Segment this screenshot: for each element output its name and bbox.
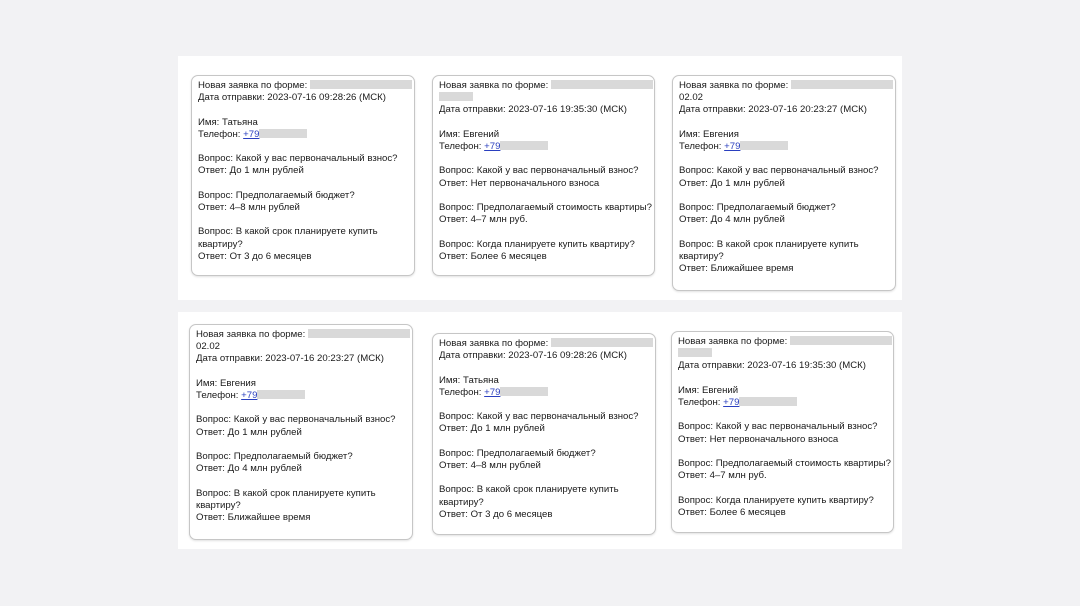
redacted-form-name	[791, 80, 893, 89]
redacted-phone	[739, 397, 797, 406]
redacted-form-name-cont	[439, 92, 473, 101]
question-2: Вопрос: Предполагаемый стоимость квартиры?	[678, 457, 891, 469]
submit-date: Дата отправки: 2023-07-16 19:35:30 (МСК)	[678, 360, 866, 372]
phone-link[interactable]: +79	[241, 390, 258, 401]
phone-label: Телефон:	[439, 386, 482, 398]
phone-link[interactable]: +79	[243, 128, 260, 140]
question-1: Вопрос: Какой у вас первоначальный взнос?	[678, 421, 878, 433]
question-3: Вопрос: Когда планируете купить квартиру?	[439, 238, 635, 250]
answer-2: Ответ: 4–7 млн руб.	[439, 214, 528, 226]
answer-2: Ответ: До 4 млн рублей	[679, 214, 785, 226]
submit-date: Дата отправки: 2023-07-16 20:23:27 (МСК)	[196, 353, 384, 365]
client-name: Имя: Татьяна	[198, 116, 258, 128]
question-2: Вопрос: Предполагаемый бюджет?	[198, 189, 355, 201]
form-label: Новая заявка по форме:	[196, 329, 306, 340]
answer-3: Ответ: Ближайшее время	[196, 511, 311, 523]
redacted-form-name	[790, 336, 892, 345]
answer-2: Ответ: 4–7 млн руб.	[678, 470, 767, 482]
answer-3: Ответ: Ближайшее время	[679, 262, 794, 274]
phone-label: Телефон:	[196, 390, 239, 401]
answer-1: Ответ: До 1 млн рублей	[439, 423, 545, 435]
request-card-evgeniya	[672, 75, 896, 291]
client-name: Имя: Татьяна	[439, 374, 499, 386]
form-label: Новая заявка по форме:	[439, 80, 549, 91]
redacted-form-name-cont	[678, 348, 712, 357]
question-3: Вопрос: В какой срок планируете купить квартиру?	[439, 484, 619, 508]
submit-date: Дата отправки: 2023-07-16 19:35:30 (МСК)	[439, 104, 627, 116]
form-label: Новая заявка по форме:	[679, 80, 789, 91]
answer-1: Ответ: Нет первоначального взноса	[439, 177, 600, 189]
question-2: Вопрос: Предполагаемый бюджет?	[679, 201, 836, 213]
request-card-tatiana	[191, 75, 415, 276]
phone-label: Телефон:	[679, 141, 722, 152]
client-name: Имя: Евгений	[439, 128, 500, 140]
question-3: Вопрос: Когда планируете купить квартиру?	[678, 494, 874, 506]
answer-3: Ответ: Более 6 месяцев	[439, 250, 547, 262]
redacted-phone	[257, 390, 305, 399]
question-3: Вопрос: В какой срок планируете купить квартиру?	[679, 238, 859, 262]
form-label: Новая заявка по форме:	[439, 338, 549, 349]
redacted-phone	[500, 387, 548, 396]
question-2: Вопрос: Предполагаемый бюджет?	[196, 450, 353, 462]
question-1: Вопрос: Какой у вас первоначальный взнос?	[439, 411, 639, 423]
question-1: Вопрос: Какой у вас первоначальный взнос?	[679, 165, 879, 177]
submit-date: Дата отправки: 2023-07-16 09:28:26 (МСК)	[439, 350, 627, 362]
form-label: Новая заявка по форме:	[678, 336, 788, 347]
request-card-tatiana-2	[432, 333, 656, 535]
answer-1: Ответ: До 1 млн рублей	[196, 426, 302, 438]
request-card-evgeniy-2	[671, 331, 894, 533]
answer-1: Ответ: До 1 млн рублей	[679, 177, 785, 189]
answer-1: Ответ: Нет первоначального взноса	[678, 433, 839, 445]
redacted-phone	[259, 129, 307, 138]
phone-link[interactable]: +79	[484, 386, 501, 398]
redacted-form-name	[551, 338, 653, 347]
phone-label: Телефон:	[198, 128, 241, 140]
form-suffix: 02.02	[196, 341, 221, 353]
question-3: Вопрос: В какой срок планируете купить квартиру?	[198, 226, 378, 250]
answer-3: Ответ: От 3 до 6 месяцев	[439, 508, 553, 520]
redacted-phone	[500, 141, 548, 150]
phone-link[interactable]: +79	[724, 141, 741, 152]
question-2: Вопрос: Предполагаемый бюджет?	[439, 447, 596, 459]
client-name: Имя: Евгения	[196, 377, 256, 389]
answer-2: Ответ: 4–8 млн рублей	[198, 201, 300, 213]
submit-date: Дата отправки: 2023-07-16 09:28:26 (МСК)	[198, 92, 386, 104]
client-name: Имя: Евгений	[678, 384, 739, 396]
form-suffix: 02.02	[679, 92, 704, 104]
phone-link[interactable]: +79	[723, 397, 740, 408]
phone-link[interactable]: +79	[484, 141, 501, 152]
answer-1: Ответ: До 1 млн рублей	[198, 165, 304, 177]
request-card-evgeniy	[432, 75, 655, 276]
answer-3: Ответ: Более 6 месяцев	[678, 506, 786, 518]
question-1: Вопрос: Какой у вас первоначальный взнос?	[439, 165, 639, 177]
question-2: Вопрос: Предполагаемый стоимость квартиры?	[439, 201, 652, 213]
phone-label: Телефон:	[439, 141, 482, 152]
client-name: Имя: Евгения	[679, 128, 739, 140]
answer-2: Ответ: 4–8 млн рублей	[439, 459, 541, 471]
redacted-phone	[740, 141, 788, 150]
redacted-form-name	[308, 329, 410, 338]
submit-date: Дата отправки: 2023-07-16 20:23:27 (МСК)	[679, 104, 867, 116]
phone-label: Телефон:	[678, 397, 721, 408]
answer-2: Ответ: До 4 млн рублей	[196, 463, 302, 475]
request-card-evgeniya-2	[189, 324, 413, 540]
question-1: Вопрос: Какой у вас первоначальный взнос?	[198, 153, 398, 165]
redacted-form-name	[310, 80, 412, 89]
question-3: Вопрос: В какой срок планируете купить квартиру?	[196, 487, 376, 511]
answer-3: Ответ: От 3 до 6 месяцев	[198, 250, 312, 262]
question-1: Вопрос: Какой у вас первоначальный взнос?	[196, 414, 396, 426]
form-label: Новая заявка по форме:	[198, 80, 308, 91]
redacted-form-name	[551, 80, 653, 89]
